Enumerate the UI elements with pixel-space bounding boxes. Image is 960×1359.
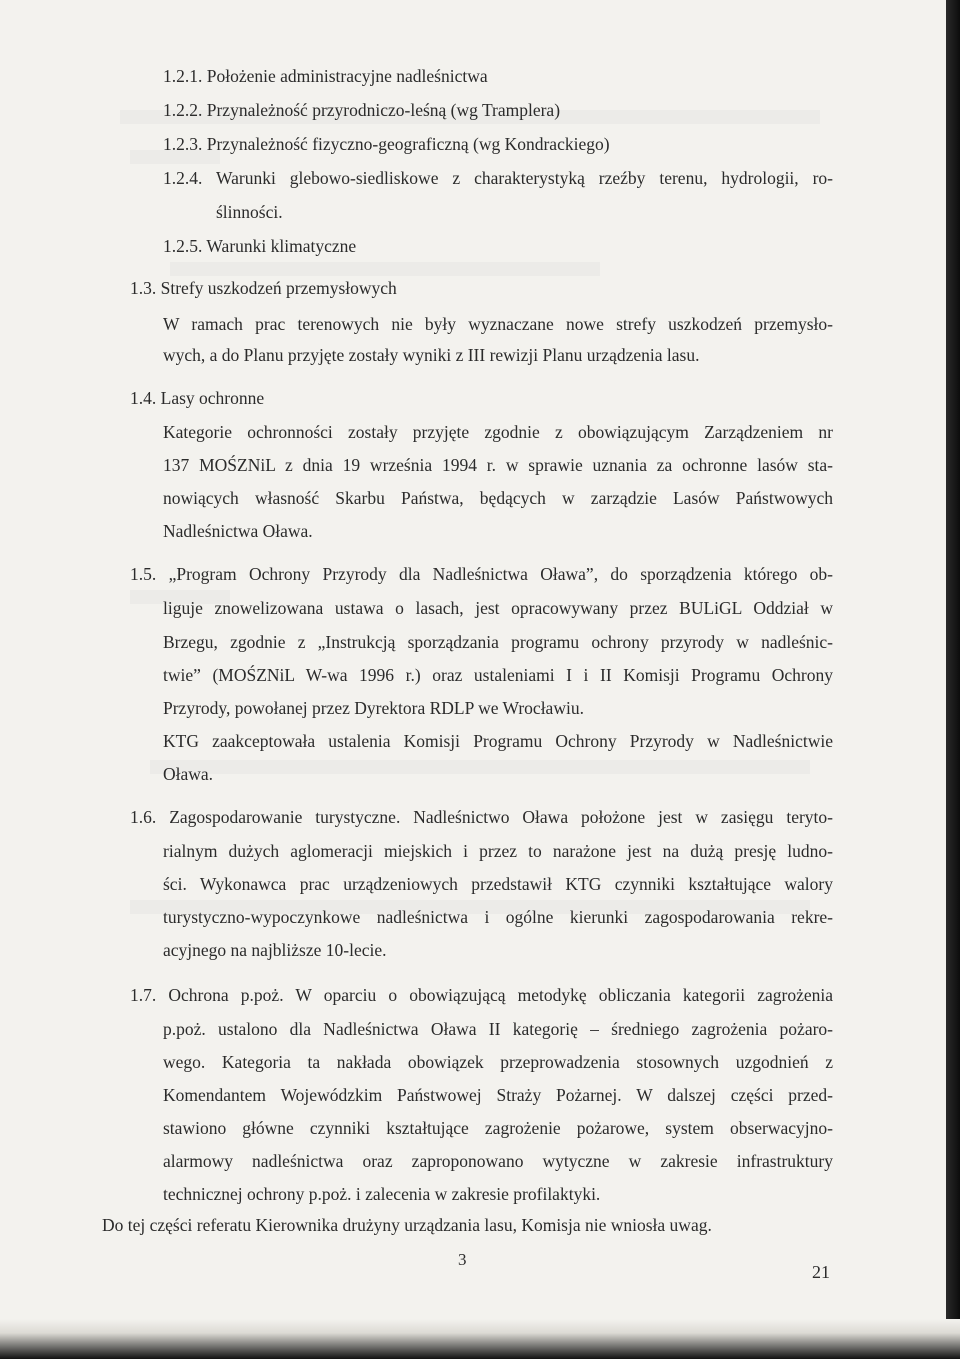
paragraph-line: Kategorie ochronności zostały przyjęte zgodnie z obowiązującym Zarządzeniem nr [163,422,833,442]
list-item-1-2-5: 1.2.5. Warunki klimatyczne [163,236,357,256]
paragraph-line: Nadleśnictwa Oława. [163,521,313,541]
section-heading-1-6: 1.6. Zagospodarowanie turystyczne. Nadleśnictwo Oława położone jest w zasięgu teryto- [130,807,833,827]
paragraph-line: nowiących własność Skarbu Państwa, będących w zarządzie Lasów Państwowych [163,488,833,508]
list-item-1-2-1: 1.2.1. Położenie administracyjne nadleśnictwa [163,66,488,86]
paragraph-line: rialnym dużych aglomeracji miejskich i przez to narażone jest na dużą presję ludno- [163,841,833,861]
list-item-1-2-2: 1.2.2. Przynależność przyrodniczo-leśną (wg Tramplera) [163,100,561,120]
paragraph-line: Brzegu, zgodnie z „Instrukcją sporządzania programu ochrony przyrody w nadleśnic- [163,632,833,652]
paragraph-line: Komendantem Wojewódzkim Państwowej Straży Pożarnej. W dalszej części przed- [163,1085,833,1105]
paragraph-line: Przyrody, powołanej przez Dyrektora RDLP we Wrocławiu. [163,698,584,718]
paragraph-line: KTG zaakceptowała ustalenia Komisji Programu Ochrony Przyrody w Nadleśnictwie [163,731,833,751]
paragraph-line: 137 MOŚZNiL z dnia 19 września 1994 r. w sprawie uznania za ochronne lasów sta- [163,455,833,475]
section-heading-1-4: 1.4. Lasy ochronne [130,388,265,408]
bleed-through [170,262,600,276]
list-item-1-2-4: 1.2.4. Warunki glebowo-siedliskowe z charakterystyką rzeźby terenu, hydrologii, ro- [163,168,833,188]
section-heading-1-7: 1.7. Ochrona p.poż. W oparciu o obowiązującą metodykę obliczania kategorii zagrożenia [130,985,833,1005]
paragraph-line: p.poż. ustalono dla Nadleśnictwa Oława II kategorię – średniego zagrożenia pożaro- [163,1019,833,1039]
bleed-through [150,760,810,774]
scan-edge-shadow [946,0,960,1359]
paragraph-line: acyjnego na najbliższe 10-lecie. [163,940,387,960]
paragraph-line: turystyczno-wypoczynkowe nadleśnictwa i ogólne kierunki zagospodarowania rekre- [163,907,833,927]
paragraph-line: Oława. [163,764,214,784]
paragraph-line: liguje znowelizowana ustawa o lasach, jest opracowywany przez BULiGL Oddział w [163,598,833,618]
paragraph-line: twie” (MOŚZNiL W-wa 1996 r.) oraz ustaleniami I i II Komisji Programu Ochrony [163,665,833,685]
section-heading-1-5: 1.5. „Program Ochrony Przyrody dla Nadleśnictwa Oława”, do sporządzenia którego ob- [130,564,833,584]
scan-bottom-shadow [0,1319,960,1359]
paragraph-line: W ramach prac terenowych nie były wyznaczane nowe strefy uszkodzeń przemysło- [163,314,833,334]
paragraph-line: wego. Kategoria ta nakłada obowiązek przeprowadzenia stosownych uzgodnień z [163,1052,833,1072]
paragraph-line: stawiono główne czynniki kształtujące zagrożenie pożarowe, system obserwacyjno- [163,1118,833,1138]
paragraph-line: alarmowy nadleśnictwa oraz zaproponowano wytyczne w zakresie infrastruktury [163,1151,833,1171]
list-item-1-2-3: 1.2.3. Przynależność fizyczno-geograficzną (wg Kondrackiego) [163,134,610,154]
paragraph-line: ści. Wykonawca prac urządzeniowych przedstawił KTG czynniki kształtujące walory [163,874,833,894]
paragraph-line: technicznej ochrony p.poż. i zalecenia w zakresie profilaktyki. [163,1184,601,1204]
inner-page-number: 3 [458,1250,467,1269]
section-heading-1-3: 1.3. Strefy uszkodzeń przemysłowych [130,278,397,298]
closing-statement: Do tej części referatu Kierownika drużyny urządzania lasu, Komisja nie wniosła uwag. [102,1215,712,1235]
list-item-1-2-4-continued: ślinności. [216,202,283,222]
paragraph-line: wych, a do Planu przyjęte zostały wyniki z III rewizji Planu urządzenia lasu. [163,345,700,365]
outer-page-number: 21 [812,1262,830,1282]
